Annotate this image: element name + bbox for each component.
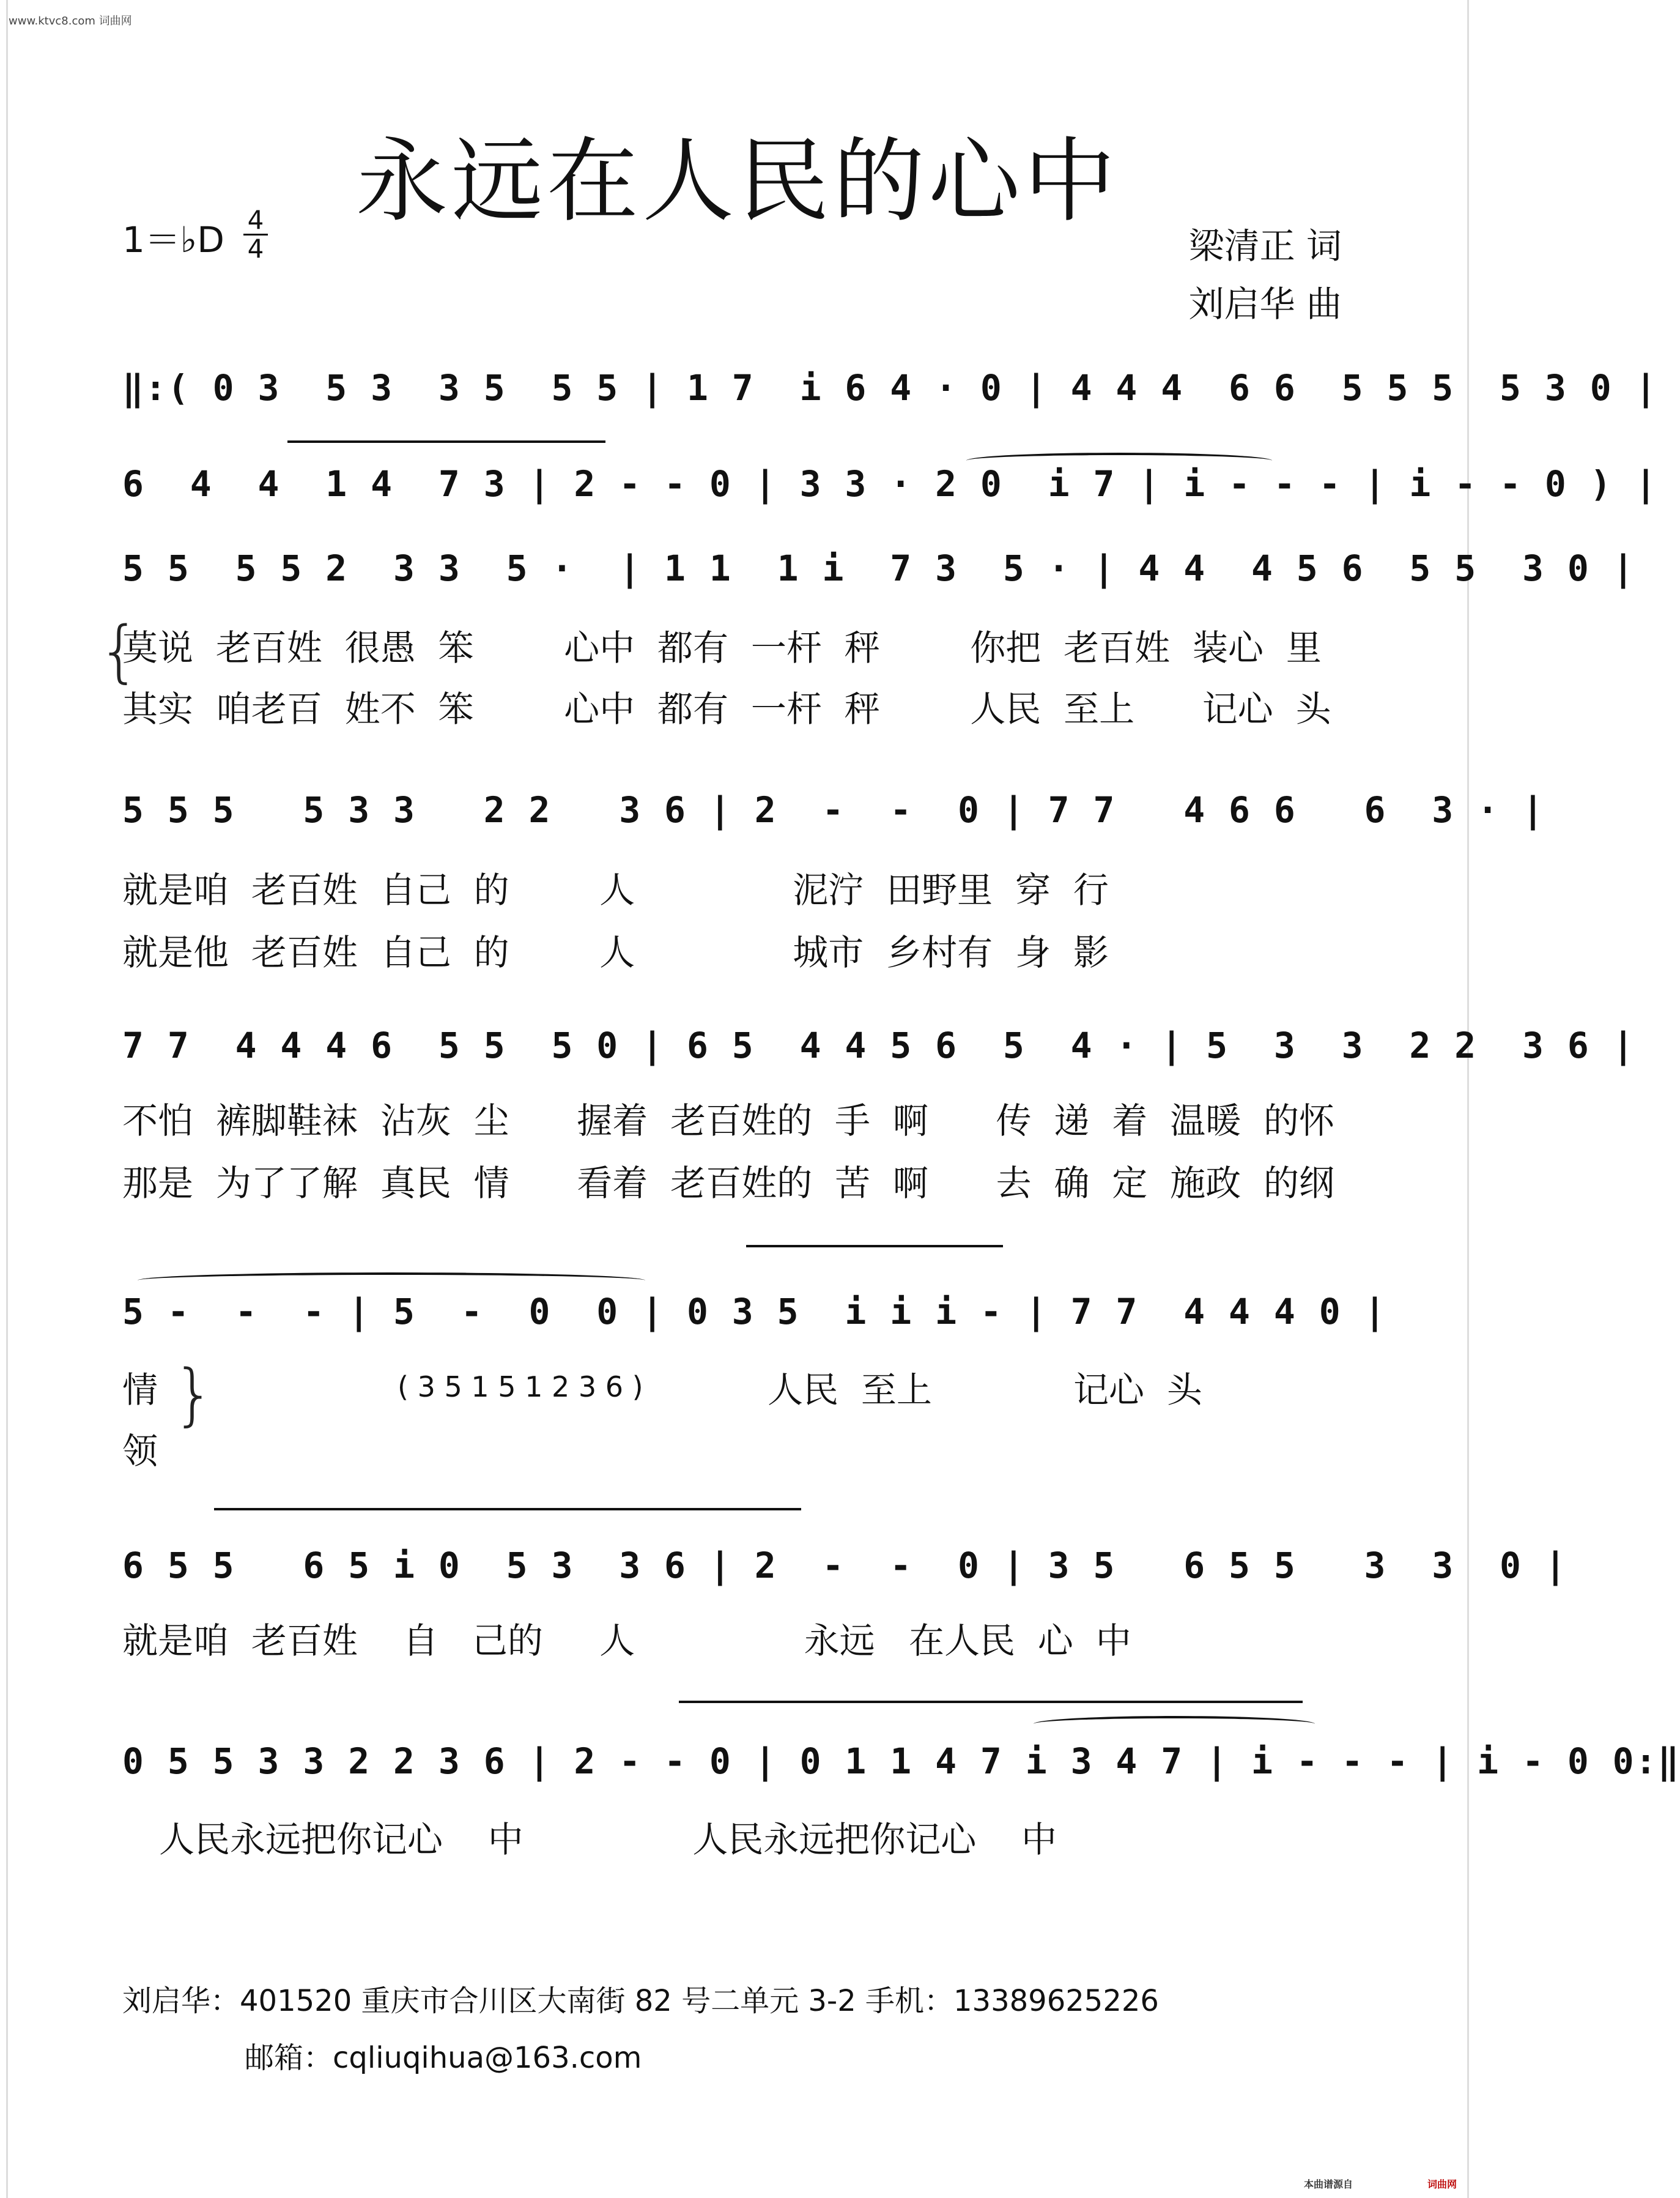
accent-line [679,1701,1303,1703]
song-title: 永远在人民的心中 [355,128,1119,235]
time-signature [243,207,268,262]
lyric-row-4a: 就是咱 老百姓 自己 的 人 泥泞 田野里 穿 行 [122,869,1109,911]
contact-email: 邮箱：cqliuqihua@163.com [245,2041,642,2075]
notes-row-4: 5 5 5 5 3 3 2 2 3 6 | 2 - - 0 | 7 7 4 6 6 6 3 · | [122,789,1545,831]
verse-brace: } [172,1355,215,1433]
notes-row-7: 6 5 5 6 5 i 0 5 3 3 6 | 2 - - 0 | 3 5 6 5 5 3 3 0 | [122,1545,1567,1586]
notes-row-1: ‖:( 0 3 5 3 3 5 5 5 | 1 7 i 6 4 · 0 | 4 4 4 6 6 5 5 5 5 3 0 | [122,367,1658,409]
score-line-1 [122,367,1658,416]
time-sig-top: 4 [247,205,264,235]
score-line-7 [122,1545,1567,1594]
key-signature: 1＝♭D [122,219,224,261]
contact-address: 刘启华：401520 重庆市合川区大南街 82 号二单元 3-2 手机：13389625226 [122,1984,1159,2018]
notes-row-3: 5 5 5 5 2 3 3 5 · | 1 1 1 i 7 3 5 · | 4 4 4 5 6 5 5 3 0 | [122,548,1635,589]
footer-source: 本曲谱源自 [1303,2178,1353,2190]
tie-mark [1034,1716,1315,1732]
score-line-6 [122,1291,1387,1340]
score-line-8 [122,1740,1680,1789]
notes-row-5: 7 7 4 4 4 6 5 5 5 0 | 6 5 4 4 5 6 5 4 · | 5 3 3 2 2 3 6 | [122,1025,1635,1066]
tie-mark [138,1272,645,1288]
lyric-row-7: 就是咱 老百姓 自 己的 人 永远 在人民 心 中 [122,1620,1131,1661]
score-line-3 [122,548,1635,596]
accent-line [287,440,605,443]
lyric-mid-a: 人民 至上 [768,1369,932,1411]
site-watermark: www.ktvc8.com 词曲网 [9,15,132,28]
footer-site: 词曲网 [1427,2178,1457,2190]
tie-mark [966,453,1272,469]
time-sig-bottom: 4 [247,234,264,264]
lyric-row-3a: 莫说 老百姓 很愚 笨 心中 都有 一杆 秤 你把 老百姓 装心 里 [122,627,1322,669]
notes-row-2: 6 4 4 1 4 7 3 | 2 - - 0 | 3 3 · 2 0 i 7 | i - - - | i - - 0 ) | [122,463,1658,505]
accent-line [214,1508,801,1510]
lyric-row-4b: 就是他 老百姓 自己 的 人 城市 乡村有 身 影 [122,932,1109,973]
lyric-row-8: 人民永远把你记心 中 人民永远把你记心 中 [159,1819,1057,1860]
right-border [1467,0,1469,2198]
left-border [6,0,8,2198]
score-line-2 [122,463,1658,512]
notes-row-8: 0 5 5 3 3 2 2 3 6 | 2 - - 0 | 0 1 1 4 7 i 3 4 7 | i - - - | i - 0 0:‖ [122,1740,1680,1782]
composer: 刘启华 曲 [1188,283,1342,325]
accent-line [746,1245,1003,1247]
lyric-row-6b: 领 [122,1430,158,1472]
score-line-5 [122,1025,1635,1074]
lyric-row-6a: 情 [122,1369,158,1411]
lyric-mid-b: 记心 头 [1073,1369,1202,1411]
lyric-row-5a: 不怕 裤脚鞋袜 沾灰 尘 握着 老百姓的 手 啊 传 递 着 温暖 的怀 [122,1100,1334,1142]
verse-brace: { [98,612,141,690]
interlude-notes: ( 3 5 1 5 1 2 3 6 ) [398,1370,643,1403]
lyric-row-5b: 那是 为了了解 真民 情 看着 老百姓的 苦 啊 去 确 定 施政 的纲 [122,1162,1334,1204]
lyricist: 梁清正 词 [1188,225,1342,267]
notes-row-6: 5 - - - | 5 - 0 0 | 0 3 5 i i i - | 7 7 4 4 4 0 | [122,1291,1387,1332]
lyric-row-3b: 其实 咱老百 姓不 笨 心中 都有 一杆 秤 人民 至上 记心 头 [122,688,1331,730]
score-line-4 [122,789,1545,838]
